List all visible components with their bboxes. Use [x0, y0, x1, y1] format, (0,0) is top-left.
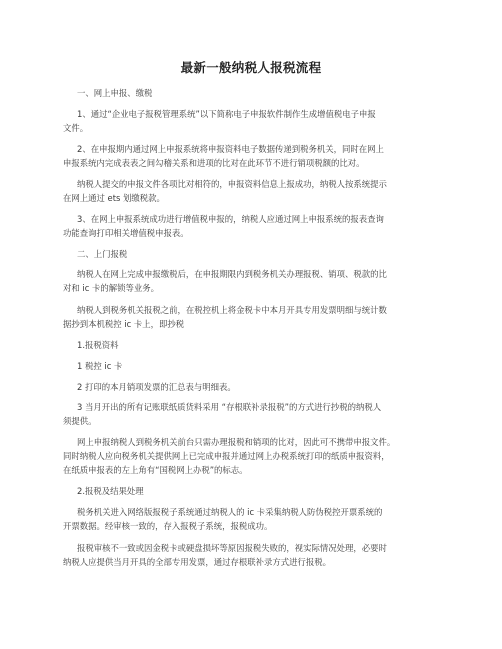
paragraph	[63, 212, 437, 240]
text-line: 3 当月开出的所有记账联纸质货料采用 “存根联补录报税”的方式进行抄税的纳税人	[77, 402, 382, 412]
text-line: 一、网上申报、缴税	[77, 88, 153, 98]
text-line: 2、在申报期内通过网上申报系统将申报资料电子数据传递到税务机关，同时在网上	[77, 144, 384, 154]
text-line: 在纸质申报表的左上角有“国税网上办税”的标志。	[63, 465, 248, 475]
text-line: 须提供。	[63, 416, 97, 426]
text-line: 纳税人应提供当月开具的全部专用发票，通过存根联补录方式进行报税。	[63, 557, 331, 567]
text-line: 1.报税资料	[77, 340, 119, 350]
text-line: 1、通过“企业电子报税管理系统”以下简称电子申报软件制作生成增值税电子申报	[77, 109, 376, 119]
text-line: 2 打印的本月销项发票的汇总表与明细表。	[77, 382, 236, 392]
text-line: 在网上通过 ets 划缴税款。	[63, 193, 165, 203]
paragraph	[63, 177, 437, 205]
text-line: 开票数据。经审核一致的，存入报税子系统，报税成功。	[63, 521, 273, 531]
text-line: 据抄到本机税控 ic 卡上，即抄税	[63, 319, 185, 329]
section-heading-in-person-filing	[77, 247, 437, 261]
text-line: 1 税控 ic 卡	[77, 361, 123, 371]
section-heading-online-filing	[77, 86, 437, 100]
list-item	[77, 380, 437, 394]
paragraph	[63, 107, 437, 135]
text-line: 报税审核不一致或因金税卡或硬盘损坏等原因报税失败的，视实际情况处理，必要时	[77, 543, 387, 553]
text-line: 对和 ic 卡的解锁等业务。	[63, 283, 160, 293]
text-line: 文件。	[63, 123, 89, 133]
list-heading	[77, 338, 437, 352]
text-line: 纳税人提交的申报文件各项比对相符的，申报资料信息上报成功，纳税人按系统提示	[77, 179, 387, 189]
paragraph	[63, 303, 437, 331]
text-line: 申报系统内完成表表之间勾稽关系和进项的比对在此环节不进行销项税额的比对。	[63, 158, 365, 168]
text-line: 同时纳税人应向税务机关提供网上已完成申报并通过网上办税系统打印的纸质申报资料，	[63, 451, 390, 461]
text-line: 网上申报纳税人到税务机关前台只需办理报税和销项的比对，因此可不携带申报文件。	[77, 437, 396, 447]
list-heading	[77, 484, 437, 498]
list-item	[63, 400, 437, 428]
text-line: 纳税人在网上完成申报缴税后，在申报期限内到税务机关办理报税、销项、税款的比	[77, 269, 387, 279]
paragraph	[63, 267, 437, 295]
text-line: 3、在网上申报系统成功进行增值税申报的，纳税人应通过网上申报系统的报表查询	[77, 214, 384, 224]
text-line: 功能查询打印相关增值税申报表。	[63, 228, 189, 238]
paragraph	[63, 505, 437, 533]
text-line: 税务机关进入网络版报税子系统通过纳税人的 ic 卡采集纳税人防伪税控开票系统的	[77, 507, 383, 517]
document-title: 最新一般纳税人报税流程	[180, 60, 322, 75]
list-item	[77, 359, 437, 373]
text-line: 纳税人到税务机关报税之前，在税控机上将金税卡中本月开具专用发票明细与统计数	[77, 305, 387, 315]
paragraph	[63, 435, 437, 477]
paragraph	[63, 541, 437, 569]
text-line: 2.报税及结果处理	[77, 486, 144, 496]
text-line: 二、上门报税	[77, 249, 128, 259]
paragraph	[63, 142, 437, 170]
